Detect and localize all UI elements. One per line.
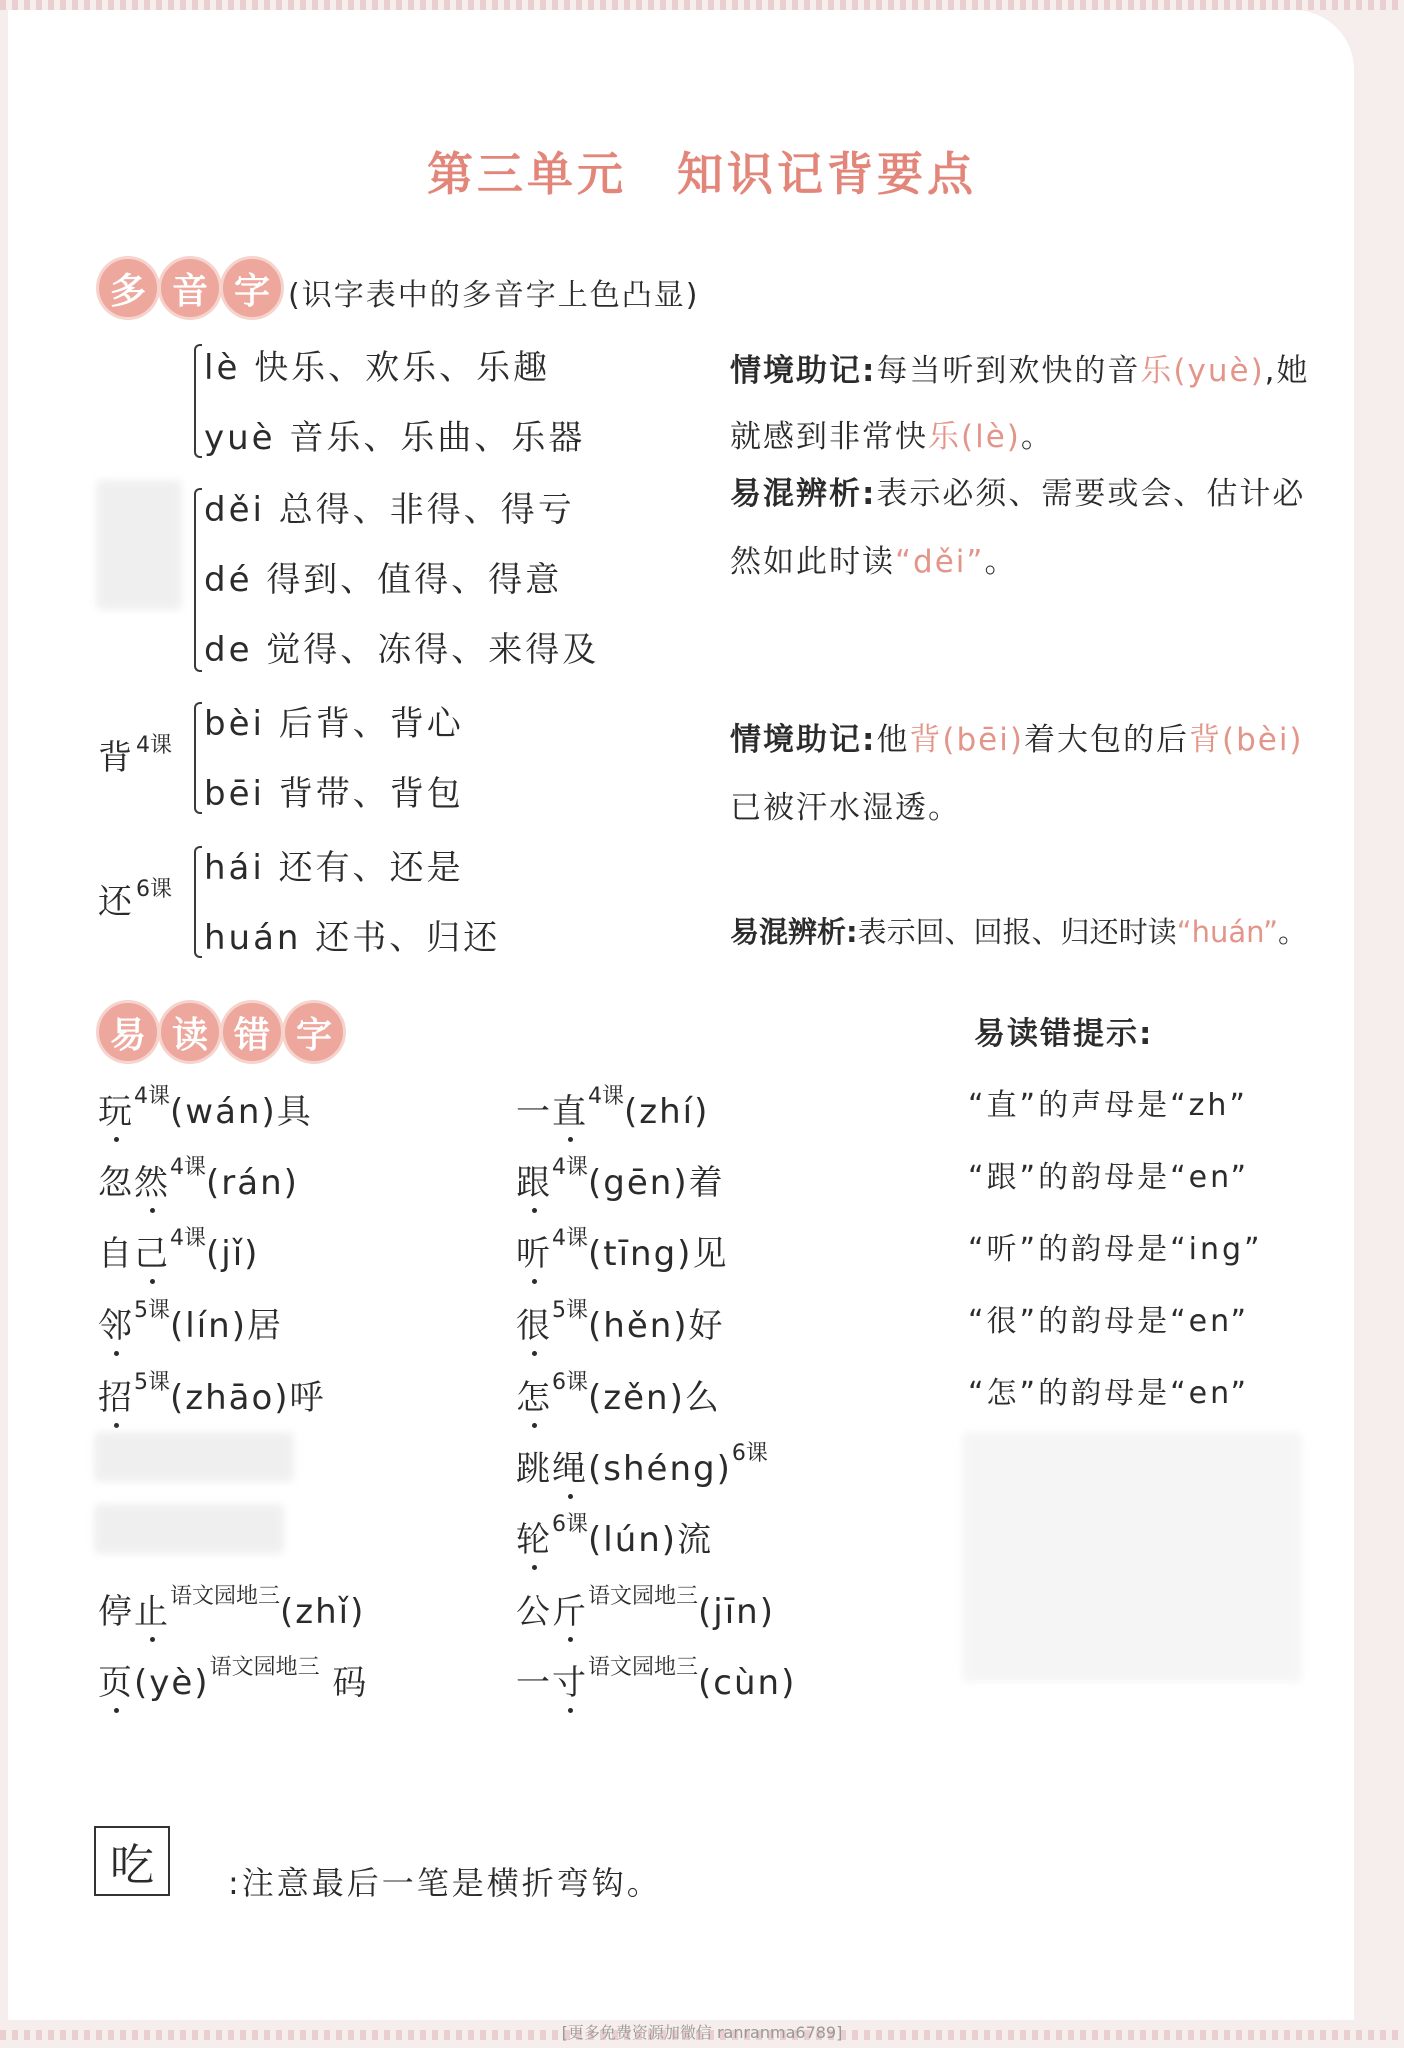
reading-row: lè 快乐、欢乐、乐趣: [204, 348, 551, 388]
list-item: 一直$^{4课}$(zhí): [516, 1084, 710, 1132]
blurred-item: [94, 1504, 284, 1554]
list-item: 招$^{5课}$(zhāo)呼: [98, 1370, 326, 1418]
blurred-item: [94, 1432, 294, 1482]
stroke-note: :注意最后一笔是横折弯钩。: [228, 1864, 662, 1902]
reading-row: bēi 背带、背包: [204, 774, 464, 814]
list-item: 一寸$^{语文园地三}$(cùn): [516, 1655, 797, 1703]
poly-char: 还: [98, 882, 132, 922]
list-item: 页(yè)$^{语文园地三}$ 码: [98, 1655, 369, 1703]
reading-row: yuè 音乐、乐曲、乐器: [204, 418, 586, 458]
hint-title: 易读错提示:: [974, 1016, 1154, 1052]
list-item: 停止$^{语文园地三}$(zhǐ): [98, 1584, 366, 1632]
tip-text: 易混辨析:表示必须、需要或会、估计必然如此时读“děi”。: [730, 476, 1306, 580]
lesson-tag: 6课: [136, 877, 172, 902]
blurred-hints: [962, 1432, 1302, 1682]
poly-char: 背: [98, 738, 132, 778]
reading-row: děi 总得、非得、得亏: [204, 490, 575, 530]
brace: [194, 344, 202, 458]
reading-row: huán 还书、归还: [204, 918, 501, 958]
section-badge-polyphonic: 多 音 字: [96, 256, 282, 320]
tip-text: 情境助记:每当听到欢快的音乐(yuè),她就感到非常快乐(lè)。: [730, 353, 1310, 455]
list-item: 忽然$^{4课}$(rán): [98, 1155, 299, 1203]
hint-item: “跟”的韵母是“en”: [968, 1160, 1249, 1195]
hint-item: “听”的韵母是“ing”: [968, 1232, 1263, 1267]
writing-box: 吃: [94, 1826, 170, 1896]
tip-text: 情境助记:他背(bēi)着大包的后背(bèi)已被汗水湿透。: [730, 722, 1304, 826]
section-note: (识字表中的多音字上色凸显): [288, 278, 700, 313]
tip-text: 易混辨析:表示回、回报、归还时读“huán”。: [730, 915, 1308, 949]
reading-row: hái 还有、还是: [204, 848, 464, 888]
list-item: 公斤$^{语文园地三}$(jīn): [516, 1584, 775, 1632]
reading-row: bèi 后背、背心: [204, 704, 464, 744]
brace: [194, 488, 202, 672]
brace: [194, 846, 202, 958]
list-item: 玩$^{4课}$(wán)具: [98, 1084, 313, 1132]
reading-row: dé 得到、值得、得意: [204, 560, 563, 600]
list-item: 怎$^{6课}$(zěn)么: [516, 1370, 721, 1418]
page-title: 第三单元 知识记背要点: [427, 147, 977, 201]
lesson-tag: 4课: [136, 733, 172, 758]
reading-row: de 觉得、冻得、来得及: [204, 630, 600, 670]
list-item: 自己$^{4课}$(jǐ): [98, 1226, 260, 1274]
brace: [194, 702, 202, 814]
hint-item: “怎”的韵母是“en”: [968, 1376, 1249, 1411]
list-item: 邻$^{5课}$(lín)居: [98, 1298, 283, 1346]
section-badge-misread: 易 读 错 字: [96, 1000, 344, 1064]
list-item: 听$^{4课}$(tīng)见: [516, 1226, 729, 1274]
list-item: 轮$^{6课}$(lún)流: [516, 1512, 714, 1560]
list-item: 跳绳(shéng)$^{6课}$: [516, 1441, 768, 1489]
hint-item: “直”的声母是“zh”: [968, 1088, 1248, 1123]
list-item: 跟$^{4课}$(gēn)着: [516, 1155, 725, 1203]
footer-text: [更多免费资源加微信 ranranma6789]: [561, 2023, 843, 2042]
list-item: 很$^{5课}$(hěn)好: [516, 1298, 725, 1346]
blurred-char: [96, 480, 182, 610]
hint-item: “很”的韵母是“en”: [968, 1304, 1249, 1339]
